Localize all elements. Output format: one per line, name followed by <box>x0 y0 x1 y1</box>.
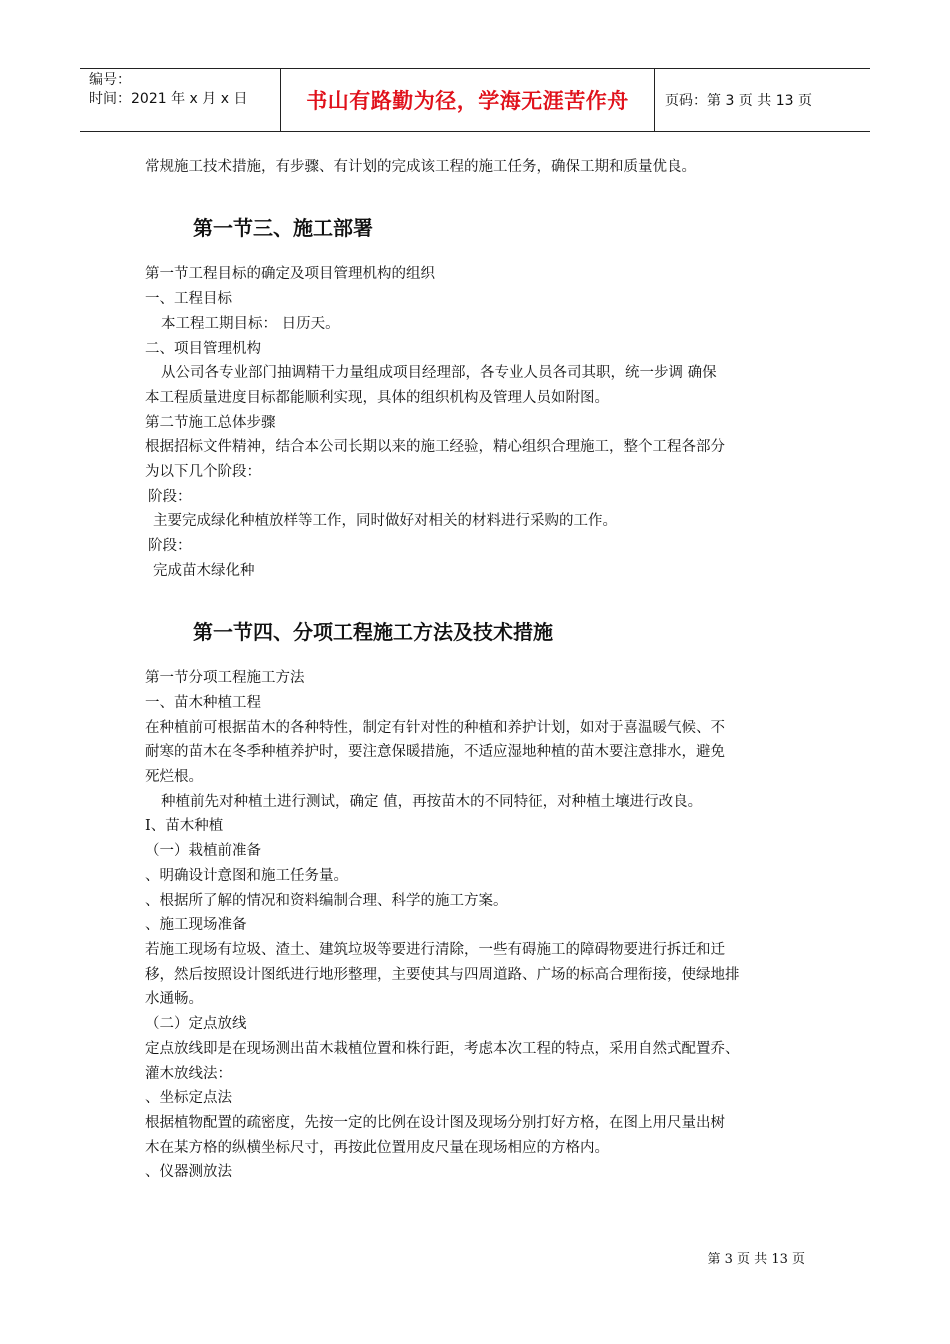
list-item: 、坐标定点法 <box>145 1090 232 1107</box>
item-title: （二）定点放线 <box>145 1016 247 1033</box>
paragraph-line: 移，然后按照设计图纸进行地形整理，主要使其与四周道路、广场的标高合理衔接，使绿地排 <box>145 966 740 983</box>
number-label: 编号： <box>89 72 131 88</box>
item-title: 一、工程目标 <box>145 291 232 308</box>
paragraph-line: 根据招标文件精神，结合本公司长期以来的施工经验，精心组织合理施工，整个工程各部分 <box>145 439 725 456</box>
subsection-title: 第一节分项工程施工方法 <box>145 670 305 687</box>
paragraph-line: 常规施工技术措施，有步骤、有计划的完成该工程的施工任务，确保工期和质量优良。 <box>145 159 696 175</box>
page-footer: 第 3 页 共 13 页 <box>707 1252 805 1267</box>
subsection-title: 第二节施工总体步骤 <box>145 414 276 431</box>
subsection-title: 第一节工程目标的确定及项目管理机构的组织 <box>145 266 435 283</box>
item-title: 一、苗木种植工程 <box>145 694 261 711</box>
item-title: Ⅰ、苗木种植 <box>145 818 224 835</box>
item-title: 二、项目管理机构 <box>145 340 261 357</box>
header-page-label: 页码：第 3 页 共 13 页 <box>665 93 812 109</box>
paragraph-line: 耐寒的苗木在冬季种植养护时，要注意保暖措施，不适应湿地种植的苗木要注意排水，避免 <box>145 744 725 761</box>
paragraph-line: 种植前先对种植土进行测试，确定 值，再按苗木的不同特征，对种植土壤进行改良。 <box>161 793 703 810</box>
paragraph-line: 完成苗木绿化种 <box>153 562 255 579</box>
paragraph-line: 从公司各专业部门抽调精干力量组成项目经理部，各专业人员各司其职，统一步调 确保 <box>161 365 717 382</box>
paragraph-line: 主要完成绿化种植放样等工作，同时做好对相关的材料进行采购的工作。 <box>153 513 617 530</box>
list-item: 、仪器测放法 <box>145 1164 232 1181</box>
list-item: 、施工现场准备 <box>145 917 247 934</box>
page-header <box>80 68 870 132</box>
section-heading-four: 第一节四、分项工程施工方法及技术措施 <box>193 619 553 644</box>
header-motto: 书山有路勤为径，学海无涯苦作舟 <box>281 69 655 131</box>
list-item: 、根据所了解的情况和资料编制合理、科学的施工方案。 <box>145 892 508 909</box>
section-heading-three: 第一节三、施工部署 <box>193 215 373 240</box>
paragraph-line: 为以下几个阶段： <box>145 464 261 481</box>
item-title: （一）栽植前准备 <box>145 843 261 860</box>
paragraph-line: 若施工现场有垃圾、渣土、建筑垃圾等要进行清除，一些有碍施工的障碍物要进行拆迁和迁 <box>145 941 725 958</box>
paragraph-line: 水通畅。 <box>145 991 203 1008</box>
paragraph-line: 死烂根。 <box>145 769 203 786</box>
paragraph-line: 阶段： <box>148 538 192 555</box>
paragraph-line: 定点放线即是在现场测出苗木栽植位置和株行距，考虑本次工程的特点，采用自然式配置乔、 <box>145 1040 740 1057</box>
list-item: 、明确设计意图和施工任务量。 <box>145 867 348 884</box>
header-left-cell <box>80 69 281 131</box>
paragraph-line: 本工程质量进度目标都能顺利实现，具体的组织机构及管理人员如附图。 <box>145 389 609 406</box>
paragraph-line: 本工程工期目标： 日历天。 <box>161 315 340 332</box>
paragraph-line: 阶段： <box>148 488 192 505</box>
time-label: 时间：2021 年 x 月 x 日 <box>89 91 248 107</box>
paragraph-line: 在种植前可根据苗木的各种特性，制定有针对性的种植和养护计划，如对于喜温暖气候、不 <box>145 719 725 736</box>
paragraph-line: 根据植物配置的疏密度，先按一定的比例在设计图及现场分别打好方格，在图上用尺量出树 <box>145 1114 725 1131</box>
paragraph-line: 木在某方格的纵横坐标尺寸，再按此位置用皮尺量在现场相应的方格内。 <box>145 1139 609 1156</box>
document-body <box>145 155 815 1185</box>
paragraph-line: 灌木放线法： <box>145 1065 232 1082</box>
